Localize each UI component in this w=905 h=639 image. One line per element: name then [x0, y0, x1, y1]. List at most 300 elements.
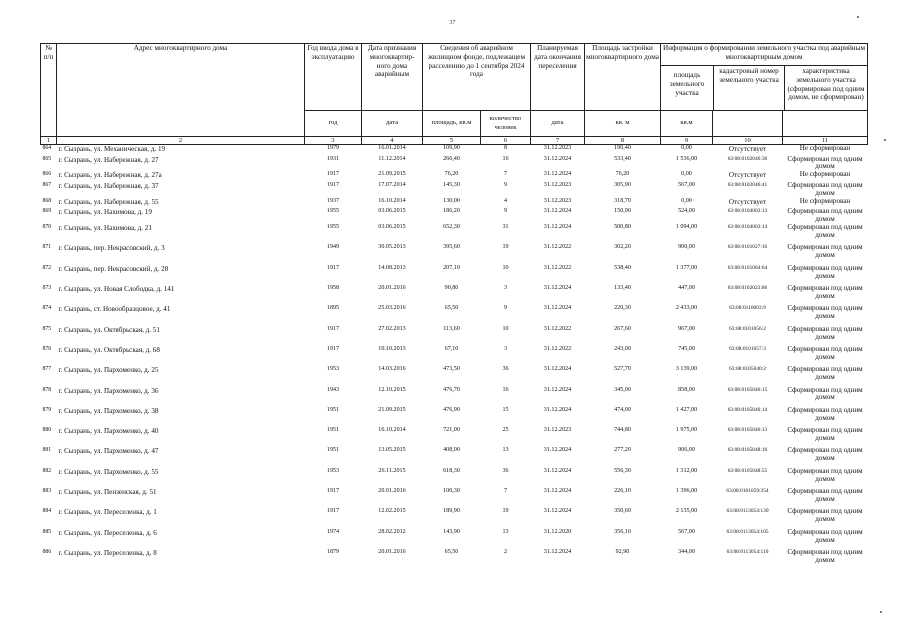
- people-count-cell: 9: [503, 181, 508, 188]
- people-count-cell: 13: [502, 447, 509, 454]
- land-area-cell: 1 094,00: [675, 224, 698, 231]
- planned-date-cell: 31.12.2024: [543, 155, 572, 162]
- people-count-cell: 9: [503, 305, 508, 312]
- table-row: [41, 265, 868, 285]
- land-status-cell: Сформирован под одним домом: [787, 487, 863, 503]
- cadastral-number-cell: Отсутствует: [728, 145, 767, 153]
- emergency-area-cell: 113,60: [443, 325, 460, 332]
- planned-date-cell: 31.12.2024: [543, 508, 572, 515]
- emergency-area-cell: 652,30: [443, 224, 460, 231]
- people-count-cell: 19: [502, 244, 509, 251]
- table-row: [41, 198, 868, 209]
- address-cell: г. Сызрань, пер. Некрасовский, д. 3: [58, 244, 165, 253]
- year-cell: 1917: [326, 171, 340, 178]
- people-count-cell: 31: [502, 224, 509, 231]
- land-status-cell: Сформирован под одним домом: [787, 325, 863, 341]
- recognition-date-cell: 17.07.2014: [378, 181, 406, 188]
- header-recognition-date: Дата признания многоквартир-ного дома аварийным: [362, 44, 423, 111]
- people-count-cell: 13: [502, 528, 509, 535]
- people-count-cell: 7: [503, 487, 508, 494]
- building-area-cell: 133,40: [614, 285, 631, 292]
- column-number: 10: [713, 137, 783, 145]
- year-cell: 1949: [326, 244, 340, 251]
- year-cell: 1931: [326, 155, 340, 162]
- people-count-cell: 16: [502, 155, 509, 162]
- recognition-date-cell: 14.03.2016: [378, 366, 406, 373]
- table-row: [41, 387, 868, 407]
- row-number: 885: [42, 528, 52, 535]
- row-number: 876: [42, 345, 52, 352]
- cadastral-number-cell: 63:08:0105046:15: [727, 386, 768, 393]
- year-cell: 1953: [326, 467, 340, 474]
- planned-date-cell: 31.12.2023: [543, 145, 572, 151]
- unit-characteristic: [783, 111, 868, 137]
- emergency-area-cell: 100,30: [443, 487, 460, 494]
- row-number: 877: [42, 366, 52, 373]
- building-area-cell: 356,10: [614, 528, 631, 535]
- building-area-cell: 305,90: [614, 181, 631, 188]
- header-year: Год ввода дома в эксплуатацию: [305, 44, 362, 111]
- people-count-cell: 3: [503, 285, 508, 292]
- recognition-date-cell: 13.05.2015: [378, 447, 406, 454]
- row-number: 866: [42, 171, 52, 178]
- header-no: № п/п: [41, 44, 57, 137]
- cadastral-number-cell: 63:08:0110003:9: [729, 305, 766, 312]
- land-status-cell: Сформирован под одним домом: [787, 548, 863, 564]
- table-row: [41, 346, 868, 366]
- recognition-date-cell: 27.02.2013: [378, 325, 406, 332]
- land-status-cell: Сформирован под одним домом: [787, 345, 863, 361]
- address-cell: г. Сызрань, ул. Пархоменко, д. 47: [58, 447, 159, 456]
- land-status-cell: Сформирован под одним домом: [787, 447, 863, 463]
- row-number: 880: [42, 427, 52, 434]
- planned-date-cell: 31.12.2022: [543, 345, 572, 352]
- land-area-cell: 906,00: [678, 447, 695, 454]
- row-number: 869: [42, 208, 52, 215]
- planned-date-cell: 31.12.2024: [543, 208, 572, 215]
- header-land-info-title: Информация о формировании земельного участка под аварийным многоквартирным домом: [661, 44, 867, 66]
- recognition-date-cell: 21.09.2015: [378, 171, 406, 178]
- column-number: 11: [783, 137, 868, 145]
- planned-date-cell: 31.12.2022: [543, 264, 572, 271]
- land-status-cell: Сформирован под одним домом: [787, 208, 863, 224]
- people-count-cell: 16: [502, 386, 509, 393]
- year-cell: 1943: [326, 386, 340, 393]
- address-cell: г. Сызрань, ул. Набережная, д. 27а: [58, 171, 162, 180]
- recognition-date-cell: 20.01.2016: [378, 487, 406, 494]
- emergency-area-cell: 65,50: [444, 548, 459, 555]
- recognition-date-cell: 12.10.2015: [378, 386, 406, 393]
- year-cell: 1917: [326, 181, 340, 188]
- recognition-date-cell: 14.08.2013: [378, 264, 406, 271]
- address-cell: г. Сызрань, ул. Набережная, д. 55: [58, 197, 159, 206]
- address-cell: г. Сызрань, ул. Пархоменко, д. 36: [58, 386, 159, 395]
- land-status-cell: Сформирован под одним домом: [787, 508, 863, 524]
- building-area-cell: 150,90: [614, 208, 631, 215]
- unit-count: количество человек: [481, 111, 531, 137]
- recognition-date-cell: 03.06.2015: [378, 224, 406, 231]
- address-cell: г. Сызрань, ул. Переселенка, д. 8: [58, 548, 157, 557]
- emergency-area-cell: 186,20: [443, 208, 460, 215]
- column-number: 3: [305, 137, 362, 145]
- cadastral-number-cell: 63:08:0105046:13: [727, 427, 768, 434]
- row-number: 878: [42, 386, 52, 393]
- year-cell: 1955: [326, 224, 340, 231]
- planned-date-cell: 31.12.2024: [543, 487, 572, 494]
- planned-date-cell: 31.12.2024: [543, 386, 572, 393]
- building-area-cell: 76,20: [615, 171, 630, 178]
- table-row: [41, 488, 868, 508]
- address-cell: г. Сызрань, ул. Пархоменко, д. 55: [58, 467, 159, 476]
- header-emergency-info: Сведения об аварийном жилищном фонде, подлежащем расселению до 1 сентября 2024 года: [423, 44, 531, 111]
- cadastral-number-cell: 63:08:0105048:55: [727, 467, 768, 474]
- planned-date-cell: 31.12.2024: [543, 467, 572, 474]
- planned-date-cell: 31.12.2024: [543, 406, 572, 413]
- row-number: 886: [42, 548, 52, 555]
- recognition-date-cell: 16.10.2014: [378, 197, 406, 204]
- planned-date-cell: 31.12.2024: [543, 285, 572, 292]
- table-row: [41, 208, 868, 224]
- cadastral-number-cell: 63:08:0104003:13: [727, 208, 768, 215]
- land-area-cell: 524,00: [678, 208, 695, 215]
- building-area-cell: 318,70: [614, 197, 631, 204]
- address-cell: г. Сызрань, ул. Октябрьская, д. 68: [58, 345, 160, 354]
- row-number: 882: [42, 467, 52, 474]
- year-cell: 1937: [326, 197, 340, 204]
- planned-date-cell: 31.12.2023: [543, 181, 572, 188]
- planned-date-cell: 31.12.2023: [543, 427, 572, 434]
- year-cell: 1917: [326, 508, 340, 515]
- row-number: 865: [42, 155, 52, 162]
- address-cell: г. Сызрань, ул. Пархоменко, д. 25: [58, 366, 159, 375]
- table-row: [41, 427, 868, 447]
- land-area-cell: 0,00: [681, 171, 692, 178]
- scan-speck: [857, 16, 859, 18]
- recognition-date-cell: 12.02.2015: [378, 508, 406, 515]
- year-cell: 1951: [326, 406, 340, 413]
- table-row: [41, 244, 868, 264]
- land-status-cell: Сформирован под одним домом: [787, 366, 863, 382]
- recognition-date-cell: 16.01.2014: [378, 145, 406, 151]
- land-status-cell: Сформирован под одним домом: [787, 386, 863, 402]
- building-area-cell: 500,80: [614, 224, 631, 231]
- cadastral-number-cell: 63:08:0105046:14: [727, 406, 768, 413]
- year-cell: 1879: [326, 548, 340, 555]
- land-status-cell: Сформирован под одним домом: [787, 244, 863, 260]
- address-cell: г. Сызрань, ул. Новая Слободка, д. 141: [58, 285, 175, 294]
- table-row: [41, 326, 868, 346]
- table-row: [41, 156, 868, 172]
- planned-date-cell: 31.12.2024: [543, 447, 572, 454]
- unit-area: площадь, кв.м: [423, 111, 481, 137]
- land-status-cell: Не сформирован: [799, 144, 851, 152]
- land-status-cell: Сформирован под одним домом: [787, 528, 863, 544]
- land-area-cell: 858,00: [678, 386, 695, 393]
- land-area-cell: 447,00: [678, 285, 695, 292]
- row-number: 864: [42, 145, 52, 151]
- unit-year: год: [305, 111, 362, 137]
- row-number: 879: [42, 406, 52, 413]
- cadastral-number-cell: 63:08:0113054:105: [726, 528, 769, 535]
- people-count-cell: 3: [503, 345, 508, 352]
- header-land-subcols: [661, 66, 867, 110]
- recognition-date-cell: 03.06.2015: [378, 208, 406, 215]
- cadastral-number-cell: Отсутствует: [728, 171, 767, 180]
- cadastral-number-cell: 63:08:0102046:41: [727, 181, 768, 188]
- cadastral-number-cell: 63:08:0101027:16: [727, 244, 768, 251]
- cadastral-number-cell: 63:08:0105048:16: [727, 447, 768, 454]
- year-cell: 1951: [326, 447, 340, 454]
- land-status-cell: Сформирован под одним домом: [787, 305, 863, 321]
- land-area-cell: 745,00: [678, 345, 695, 352]
- emergency-area-cell: 76,20: [444, 171, 459, 178]
- people-count-cell: 25: [502, 427, 509, 434]
- land-area-cell: 567,00: [678, 181, 695, 188]
- address-cell: г. Сызрань, пер. Некрасовский, д. 28: [58, 264, 169, 273]
- emergency-area-cell: 143,90: [443, 528, 460, 535]
- cadastral-number-cell: 63:08:0104003:14: [727, 224, 768, 231]
- recognition-date-cell: 30.05.2013: [378, 244, 406, 251]
- land-area-cell: 0,00: [681, 197, 692, 204]
- unit-planned: дата: [531, 111, 585, 137]
- address-cell: г. Сызрань, ст. Новообразцовое, д. 41: [58, 305, 171, 314]
- year-cell: 1955: [326, 208, 340, 215]
- header-land-info: [661, 44, 868, 111]
- column-number: 9: [661, 137, 713, 145]
- row-number: 884: [42, 508, 52, 515]
- people-count-cell: 36: [502, 467, 509, 474]
- row-number: 873: [42, 285, 52, 292]
- header-cadastral: кадастровый номер земельного участка: [714, 66, 785, 110]
- table-row: [41, 508, 868, 528]
- table-row: [41, 529, 868, 549]
- column-number: 7: [531, 137, 585, 145]
- recognition-date-cell: 21.09.2015: [378, 406, 406, 413]
- land-status-cell: Не сформирован: [799, 197, 851, 205]
- land-status-cell: Сформирован под одним домом: [787, 224, 863, 240]
- table-row: [41, 549, 868, 569]
- year-cell: 1979: [326, 145, 340, 151]
- people-count-cell: 36: [502, 366, 509, 373]
- year-cell: 1951: [326, 427, 340, 434]
- building-area-cell: 533,40: [614, 155, 631, 162]
- table-row: [41, 407, 868, 427]
- building-area-cell: 226,10: [614, 487, 631, 494]
- unit-build-area: кв. м: [585, 111, 661, 137]
- land-area-cell: 1 975,00: [675, 427, 698, 434]
- row-number: 881: [42, 447, 52, 454]
- cadastral-number-cell: 63:08:0113054:110: [726, 548, 769, 555]
- emergency-area-cell: 473,50: [443, 366, 460, 373]
- row-number: 874: [42, 305, 52, 312]
- people-count-cell: 10: [502, 325, 509, 332]
- recognition-date-cell: 25.03.2016: [378, 305, 406, 312]
- planned-date-cell: 31.12.2022: [543, 325, 572, 332]
- header-land-area: площадь земельного участка: [661, 66, 714, 110]
- emergency-area-cell: 145,30: [443, 181, 460, 188]
- table-row: [41, 285, 868, 305]
- emergency-housing-table: [40, 43, 868, 569]
- year-cell: 1917: [326, 345, 340, 352]
- land-area-cell: 3 139,00: [675, 366, 698, 373]
- land-area-cell: 2 135,00: [675, 508, 698, 515]
- planned-date-cell: 31.12.2023: [543, 197, 572, 204]
- column-number: 6: [481, 137, 531, 145]
- recognition-date-cell: 11.12.2014: [378, 155, 406, 162]
- emergency-area-cell: 90,80: [444, 285, 459, 292]
- cadastral-number-cell: Отсутствует: [728, 197, 767, 206]
- year-cell: 1958: [326, 285, 340, 292]
- building-area-cell: 345,00: [614, 386, 631, 393]
- land-area-cell: 1 536,00: [675, 155, 698, 162]
- row-number: 870: [42, 224, 52, 231]
- planned-date-cell: 31.12.2024: [543, 171, 572, 178]
- year-cell: 1974: [326, 528, 340, 535]
- emergency-area-cell: 67,10: [444, 345, 459, 352]
- land-status-cell: Сформирован под одним домом: [787, 427, 863, 443]
- page-number: 37: [449, 20, 456, 26]
- recognition-date-cell: 28.02.2012: [378, 528, 406, 535]
- planned-date-cell: 31.12.2024: [543, 305, 572, 312]
- row-number: 867: [42, 181, 52, 188]
- recognition-date-cell: 20.01.2016: [378, 548, 406, 555]
- address-cell: г. Сызрань, ул. Пархоменко, д. 40: [58, 427, 159, 436]
- header-planned-date: Планируемая дата окончания переселения: [531, 44, 585, 111]
- table-row: [41, 182, 868, 198]
- building-area-cell: 92,90: [615, 548, 630, 555]
- row-number: 883: [42, 487, 52, 494]
- address-cell: г. Сызрань, ул. Нахимова, д. 21: [58, 224, 152, 233]
- table-row: [41, 145, 868, 156]
- land-area-cell: 967,00: [678, 325, 695, 332]
- land-status-cell: Сформирован под одним домом: [787, 467, 863, 483]
- recognition-date-cell: 16.10.2014: [378, 427, 406, 434]
- land-status-cell: Сформирован под одним домом: [787, 285, 863, 300]
- header-characteristic: характеристика земельного участка (сформирован под одним домом, не сформирован): [787, 67, 865, 102]
- people-count-cell: 15: [502, 406, 509, 413]
- land-area-cell: 2 433,00: [675, 305, 698, 312]
- cadastral-number-cell: 63:08:0105040:2: [729, 366, 766, 373]
- emergency-area-cell: 207,10: [443, 264, 460, 271]
- cadastral-number-cell: 63:08:0113054:130: [726, 508, 769, 515]
- table-row: [41, 468, 868, 488]
- year-cell: 1917: [326, 487, 340, 494]
- planned-date-cell: 31.12.2024: [543, 548, 572, 555]
- column-number: 4: [362, 137, 423, 145]
- table-row: [41, 305, 868, 325]
- cadastral-number-cell: 63:08:0102023:86: [727, 285, 768, 292]
- people-count-cell: 10: [502, 264, 509, 271]
- address-cell: г. Сызрань, ул. Октябрьская, д. 51: [58, 325, 160, 334]
- people-count-cell: 2: [503, 548, 508, 555]
- planned-date-cell: 31.12.2020: [543, 528, 572, 535]
- row-number: 868: [42, 197, 52, 204]
- people-count-cell: 8: [503, 145, 508, 151]
- building-area-cell: 474,00: [614, 406, 631, 413]
- table-row: [41, 171, 868, 182]
- emergency-area-cell: 130,00: [443, 197, 460, 204]
- table-row: [41, 447, 868, 467]
- column-number: 5: [423, 137, 481, 145]
- planned-date-cell: 31.12.2024: [543, 224, 572, 231]
- people-count-cell: 7: [503, 171, 508, 178]
- header-building-area: Площадь застройки многоквартирного дома: [585, 44, 661, 111]
- recognition-date-cell: 26.11.2015: [378, 467, 406, 474]
- building-area-cell: 302,20: [614, 244, 631, 251]
- land-status-cell: Сформирован под одним домом: [787, 264, 863, 280]
- year-cell: 1917: [326, 325, 340, 332]
- cadastral-number-cell: 63:08:0101059:354: [726, 487, 769, 494]
- land-status-cell: Не сформирован: [799, 171, 851, 179]
- table-row: [41, 224, 868, 244]
- people-count-cell: 9: [503, 208, 508, 215]
- emergency-area-cell: 109,90: [443, 145, 460, 151]
- address-cell: г. Сызрань, ул. Пархоменко, д. 38: [58, 406, 159, 415]
- emergency-area-cell: 618,30: [443, 467, 460, 474]
- row-number: 871: [42, 244, 52, 251]
- year-cell: 1953: [326, 366, 340, 373]
- cadastral-number-cell: 63:08:0101064:64: [727, 264, 768, 271]
- emergency-area-cell: 476,70: [443, 386, 460, 393]
- emergency-area-cell: 476,90: [443, 406, 460, 413]
- column-number: 2: [57, 137, 305, 145]
- building-area-cell: 744,80: [614, 427, 631, 434]
- land-area-cell: 1 312,00: [675, 467, 698, 474]
- planned-date-cell: 31.12.2024: [543, 366, 572, 373]
- table-body: [41, 145, 868, 570]
- land-status-cell: Сформирован под одним домом: [787, 181, 863, 197]
- emergency-area-cell: 266,40: [443, 155, 460, 162]
- emergency-area-cell: 721,00: [443, 427, 460, 434]
- building-area-cell: 267,60: [614, 325, 631, 332]
- land-area-cell: 344,00: [678, 548, 695, 555]
- land-status-cell: Сформирован под одним домом: [787, 155, 863, 171]
- building-area-cell: 220,30: [614, 305, 631, 312]
- year-cell: 1895: [326, 305, 340, 312]
- column-number: 8: [585, 137, 661, 145]
- land-area-cell: 567,00: [678, 528, 695, 535]
- unit-land-area: кв.м: [661, 111, 713, 137]
- table-row: [41, 366, 868, 386]
- address-cell: г. Сызрань, ул. Переселенка, д. 6: [58, 528, 157, 537]
- building-area-cell: 527,70: [614, 366, 631, 373]
- unit-cadastral: [713, 111, 783, 137]
- address-cell: г. Сызрань, ул. Нахимова, д. 19: [58, 208, 152, 217]
- recognition-date-cell: 10.10.2013: [378, 345, 406, 352]
- building-area-cell: 243,00: [614, 345, 631, 352]
- scan-speck: [884, 139, 886, 141]
- address-cell: г. Сызрань, ул. Набережная, д. 27: [58, 155, 159, 164]
- cadastral-number-cell: 63:08:0102046:36: [727, 155, 768, 162]
- land-area-cell: 0,00: [681, 145, 692, 151]
- building-area-cell: 538,40: [614, 264, 631, 271]
- land-status-cell: Сформирован под одним домом: [787, 406, 863, 422]
- planned-date-cell: 31.12.2022: [543, 244, 572, 251]
- building-area-cell: 556,30: [614, 467, 631, 474]
- land-area-cell: 900,00: [678, 244, 695, 251]
- building-area-cell: 277,20: [614, 447, 631, 454]
- land-area-cell: 1 377,00: [675, 264, 698, 271]
- unit-date: дата: [362, 111, 423, 137]
- land-area-cell: 1 396,00: [675, 487, 698, 494]
- building-area-cell: 190,40: [614, 145, 631, 151]
- header-address: Адрес многоквартирного дома: [57, 44, 305, 137]
- people-count-cell: 19: [502, 508, 509, 515]
- cadastral-number-cell: 63:08:0101056:2: [729, 325, 766, 332]
- row-number: 872: [42, 264, 52, 271]
- building-area-cell: 350,60: [614, 508, 631, 515]
- cadastral-number-cell: 63:08:0101057:3: [729, 345, 766, 352]
